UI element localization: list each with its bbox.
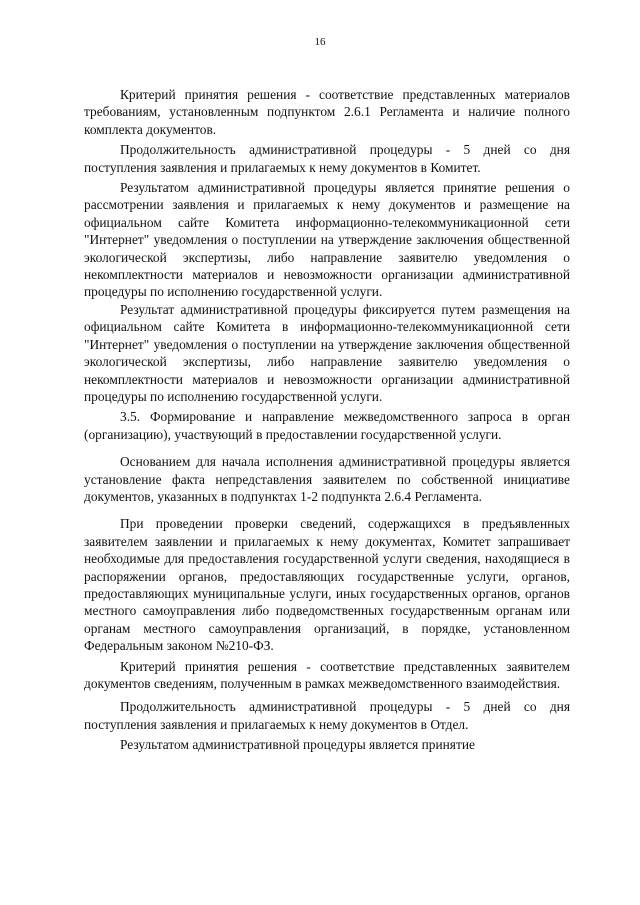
paragraph-grounds: Основанием для начала исполнения административной процедуры является установление факта непредставления заявителем по собственной инициативе документов, указанных в подпунктах 1-2 подпункта 2.6.4 Регламента. — [84, 454, 570, 504]
section-heading-3-5: 3.5. Формирование и направление межведомственного запроса в орган (организацию), участвующий в предоставлении государственной услуги. — [84, 409, 570, 442]
paragraph-acceptance-criterion-2: Критерий принятия решения - соответствие представленных заявителем документов сведениям, полученным в рамках межведомственного взаимодействия. — [84, 658, 570, 691]
document-body — [84, 86, 570, 754]
paragraph-verification: При проведении проверки сведений, содержащихся в предъявленных заявителем заявлении и прилагаемых к нему документах, Комитет запрашивает необходимые для предоставления государственной услуги сведения, находящиеся в распоряжении органов, предоставляющих государственные услуги, органов, предоставляющих муниципальные услуги, иных государственных органов, органов местного самоуправления либо подведомственных государственным органам или органам местного самоуправления организаций, в порядке, установленном Федеральным законом №210-ФЗ. — [84, 516, 570, 654]
page-number: 16 — [314, 36, 326, 48]
paragraph-duration-1: Продолжительность административной процедуры - 5 дней со дня поступления заявления и прилагаемых к нему документов в Комитет. — [84, 142, 570, 175]
paragraph-result-1: Результатом административной процедуры является принятие решения о рассмотрении заявления и прилагаемых к нему документов и размещение на официальном сайте Комитета информационно-телекоммуникационной сети "Интернет" уведомления о поступлении на утверждение заключения общественной экологической экспертизы, либо направление заявителю уведомления о некомплектности материалов и невозможности организации административной процедуры по исполнению государственной услуги. — [84, 180, 570, 300]
paragraph-duration-2: Продолжительность административной процедуры - 5 дней со дня поступления заявления и прилагаемых к нему документов в Отдел. — [84, 699, 570, 732]
paragraph-result-fixation: Результат административной процедуры фиксируется путем размещения на официальном сайте Комитета в информационно-телекоммуникационной сети "Интернет" уведомления о поступлении на утверждение заключения общественной экологической экспертизы, либо направление заявителю уведомления о некомплектности материалов и невозможности организации административной процедуры по исполнению государственной услуги. — [84, 301, 570, 404]
paragraph-result-2: Результатом административной процедуры является принятие — [120, 737, 475, 753]
paragraph-acceptance-criterion-1: Критерий принятия решения - соответствие представленных материалов требованиям, установленным подпунктом 2.6.1 Регламента и наличие полного комплекта документов. — [84, 87, 570, 137]
